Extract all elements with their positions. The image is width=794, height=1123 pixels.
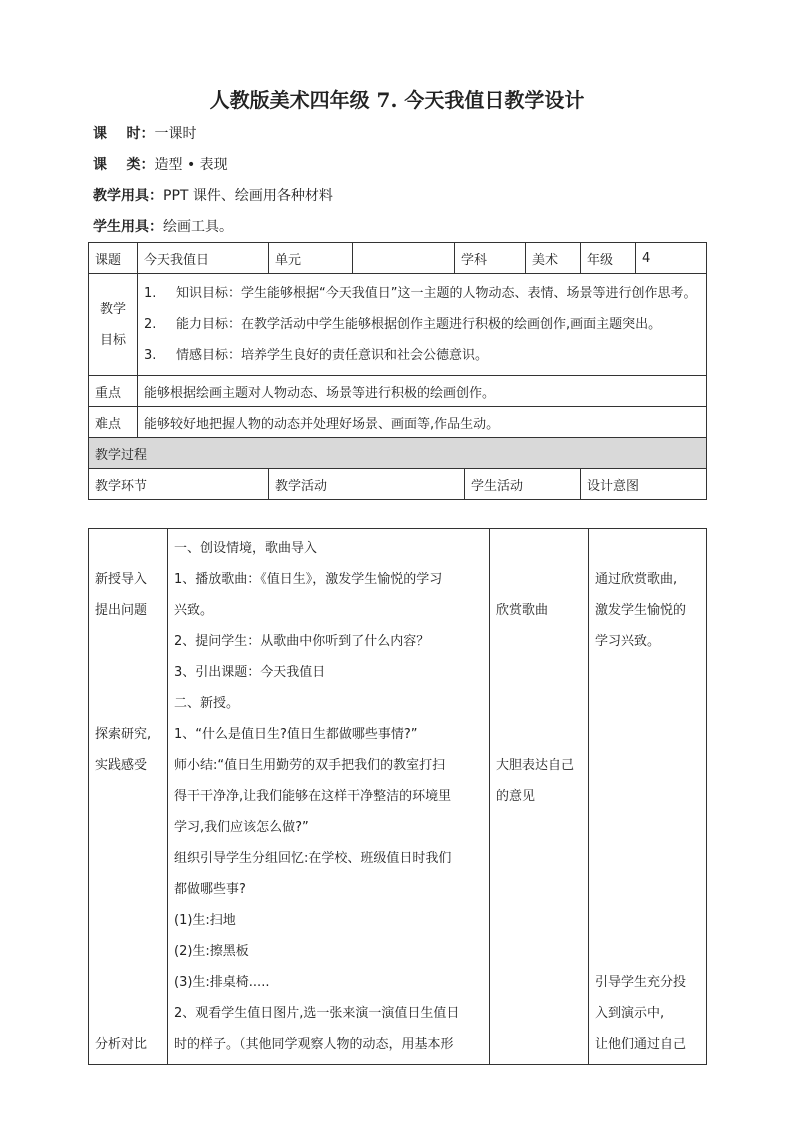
stage-label: 探索研究, — [95, 727, 152, 742]
meta-student-tools — [93, 217, 233, 237]
objective-num: 1. — [144, 286, 157, 301]
stage-label: 新授导入 — [95, 572, 148, 587]
design-intent-line: 激发学生愉悦的 — [595, 603, 687, 618]
col-activity: 教学活动 — [269, 469, 465, 500]
activity-cell — [168, 529, 490, 1065]
activity-line: 1、“什么是值日生?值日生都做哪些事情?” — [174, 727, 418, 742]
objective-item — [144, 278, 700, 309]
activity-line: 得干干净净,让我们能够在这样干净整洁的环境里 — [174, 789, 452, 804]
process-body-table — [88, 528, 707, 1065]
process-header-row — [89, 438, 707, 469]
design-intent-line: 引导学生充分投 — [595, 975, 687, 990]
grade-label: 年级 — [581, 243, 636, 274]
design-intent-cell — [589, 529, 707, 1065]
design-intent-line: 让他们通过自己 — [595, 1037, 687, 1052]
activity-line: 学习,我们应该怎么做?” — [174, 820, 309, 835]
difficulty-text: 能够较好地把握人物的动态并处理好场景、画面等,作品生动。 — [138, 407, 707, 438]
objective-num: 2. — [144, 317, 157, 332]
meta-teach-tools — [93, 186, 333, 206]
col-student: 学生活动 — [465, 469, 581, 500]
activity-line: 1、播放歌曲：《值日生》，激发学生愉悦的学习 — [174, 572, 443, 587]
objectives-label-line: 目标 — [99, 332, 126, 348]
activity-line: 一、创设情境，歌曲导入 — [174, 541, 318, 556]
page-title: 人教版美术四年级 7. 今天我值日教学设计 — [209, 88, 585, 112]
objectives-row — [89, 274, 707, 376]
col-intent: 设计意图 — [581, 469, 707, 500]
student-activity-line: 欣赏歌曲 — [496, 603, 549, 618]
stage-label: 提出问题 — [95, 603, 148, 618]
objectives-list — [138, 274, 707, 376]
objectives-label — [89, 274, 138, 376]
activity-line: 2、提问学生：从歌曲中你听到了什么内容？ — [174, 634, 430, 649]
student-activity-line: 大胆表达自己 — [496, 758, 575, 773]
key-point-label: 重点 — [89, 376, 138, 407]
objective-item — [144, 309, 700, 340]
activity-line: (3)生:排桌椅..... — [174, 975, 270, 990]
info-row — [89, 243, 707, 274]
meta-type-label: 课 类： — [93, 157, 155, 173]
subject-label: 学科 — [455, 243, 526, 274]
design-intent-line: 入到演示中, — [595, 1006, 665, 1021]
meta-student-tools-value: 绘画工具。 — [163, 219, 233, 235]
stage-label: 分析对比 — [95, 1037, 148, 1052]
student-activity-line: 的意见 — [496, 789, 536, 804]
activity-line: (1)生:扫地 — [174, 913, 236, 928]
meta-type — [93, 155, 228, 175]
meta-period-label: 课 时： — [93, 126, 155, 142]
difficulty-label: 难点 — [89, 407, 138, 438]
topic-label: 课题 — [89, 243, 138, 274]
design-intent-line: 通过欣赏歌曲, — [595, 572, 678, 587]
meta-teach-tools-label: 教学用具： — [93, 188, 163, 204]
difficulty-row — [89, 407, 707, 438]
activity-line: 组织引导学生分组回忆:在学校、班级值日时我们 — [174, 851, 452, 866]
stage-cell — [89, 529, 168, 1065]
activity-line: (2)生:擦黑板 — [174, 944, 249, 959]
process-columns-row — [89, 469, 707, 500]
topic-value: 今天我值日 — [138, 243, 269, 274]
process-header: 教学过程 — [89, 438, 707, 469]
activity-line: 都做哪些事? — [174, 882, 246, 897]
activity-line: 兴致。 — [174, 603, 214, 618]
meta-period — [93, 124, 197, 144]
unit-value — [353, 243, 455, 274]
key-point-text: 能够根据绘画主题对人物动态、场景等进行积极的绘画创作。 — [138, 376, 707, 407]
meta-period-value: 一课时 — [154, 126, 197, 142]
stage-label: 实践感受 — [95, 758, 148, 773]
objective-item — [144, 340, 700, 371]
col-stage: 教学环节 — [89, 469, 269, 500]
activity-line: 3、引出课题：今天我值日 — [174, 665, 326, 680]
meta-teach-tools-value: PPT 课件、绘画用各种材料 — [163, 188, 333, 204]
subject-value: 美术 — [526, 243, 581, 274]
activity-line: 2、观看学生值日图片,选一张来演一演值日生值日 — [174, 1006, 460, 1021]
objective-num: 3. — [144, 348, 157, 363]
unit-label: 单元 — [269, 243, 353, 274]
meta-type-value: 造型 • 表现 — [154, 157, 228, 173]
design-intent-line: 学习兴致。 — [595, 634, 661, 649]
key-point-row — [89, 376, 707, 407]
objective-text: 能力目标：在教学活动中学生能够根据创作主题进行积极的绘画创作,画面主题突出。 — [176, 317, 662, 332]
process-body-row — [89, 529, 707, 1065]
objective-text: 情感目标：培养学生良好的责任意识和社会公德意识。 — [176, 348, 489, 363]
activity-line: 师小结:“值日生用勤劳的双手把我们的教室打扫 — [174, 758, 446, 773]
student-activity-cell — [490, 529, 589, 1065]
lesson-plan-table — [88, 242, 707, 500]
meta-student-tools-label: 学生用具： — [93, 219, 163, 235]
grade-value: 4 — [636, 243, 707, 274]
objective-text: 知识目标：学生能够根据“今天我值日”这一主题的人物动态、表情、场景等进行创作思考。 — [176, 286, 697, 301]
activity-line: 时的样子。（其他同学观察人物的动态，用基本形 — [174, 1037, 454, 1052]
objectives-label-line: 教学 — [99, 301, 126, 317]
activity-line: 二、新授。 — [174, 696, 240, 711]
